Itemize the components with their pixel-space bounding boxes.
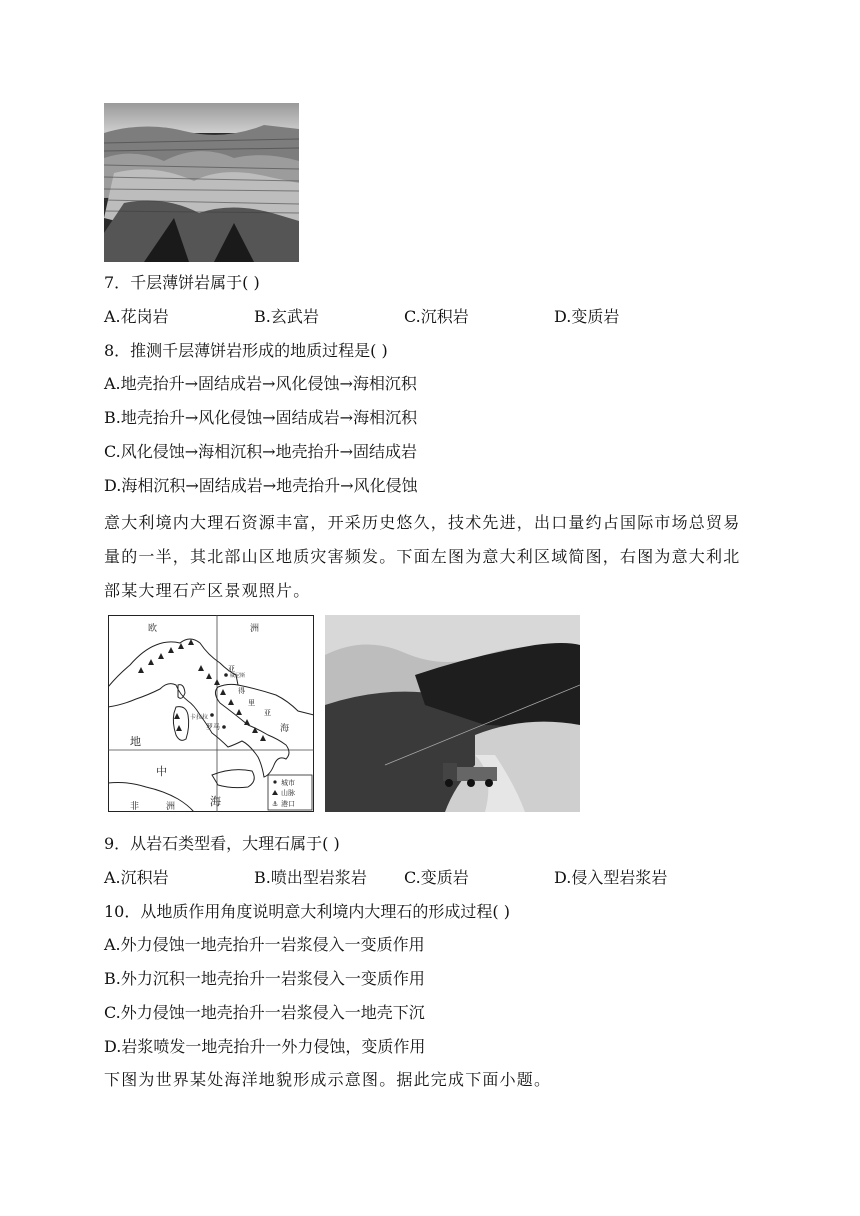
map-label-adriatic-4: 亚 (264, 709, 271, 717)
pancake-rocks-photo (104, 103, 299, 262)
question-9-option-b: B.喷出型岩浆岩 (254, 868, 367, 887)
map-label-mediterranean-1: 地 (130, 735, 141, 748)
question-10-stem: 10．从地质作用角度说明意大利境内大理石的形成过程( ) (104, 902, 510, 921)
map-label-europe: 欧 (148, 624, 158, 634)
question-8-option-c: C.风化侵蚀→海相沉积→地壳抬升→固结成岩 (104, 442, 417, 461)
question-7-stem: 7．千层薄饼岩属于( ) (104, 273, 260, 292)
italy-intro-line-1: 意大利境内大理石资源丰富，开采历史悠久，技术先进，出口量约占国际市场总贸易 (104, 513, 741, 532)
question-8-option-a: A.地壳抬升→固结成岩→风化侵蚀→海相沉积 (104, 374, 417, 393)
map-label-africa-2: 洲 (166, 802, 176, 812)
map-label-adriatic-3: 里 (248, 699, 255, 707)
question-9-option-d: D.侵入型岩浆岩 (554, 868, 668, 887)
italy-intro-line-3: 部某大理石产区景观照片。 (104, 581, 311, 600)
next-section-intro: 下图为世界某处海洋地貌形成示意图。据此完成下面小题。 (104, 1070, 552, 1089)
question-10-option-c: C.外力侵蚀一地壳抬升一岩浆侵入一地壳下沉 (104, 1003, 425, 1022)
question-10-option-d: D.岩浆喷发一地壳抬升一外力侵蚀，变质作用 (104, 1037, 426, 1056)
italy-intro-paragraph (104, 506, 754, 608)
map-label-mediterranean-3: 海 (210, 795, 221, 808)
map-label-venice: 威尼斯 (230, 673, 246, 679)
question-10-option-b: B.外力沉积一地壳抬升一岩浆侵入一变质作用 (104, 969, 425, 988)
map-label-continent: 洲 (250, 624, 260, 634)
question-8-option-d: D.海相沉积→固结成岩→地壳抬升→风化侵蚀 (104, 476, 418, 495)
map-label-rome: 罗马 (206, 723, 220, 731)
question-8-stem: 8．推测千层薄饼岩形成的地质过程是( ) (104, 341, 388, 360)
question-7-option-c: C.沉积岩 (404, 307, 469, 326)
question-7-option-d: D.变质岩 (554, 307, 620, 326)
question-8-option-b: B.地壳抬升→风化侵蚀→固结成岩→海相沉积 (104, 408, 418, 427)
legend-city-icon (273, 780, 276, 783)
italy-intro-line-2: 量的一半，其北部山区地质灾害频发。下面左图为意大利区域简图，右图为意大利北 (104, 547, 741, 566)
legend-mountain-label: 山脉 (281, 789, 295, 797)
marble-quarry-photo (325, 615, 580, 812)
marble-quarry-image (325, 615, 580, 812)
question-9-option-a: A.沉积岩 (104, 868, 169, 887)
italy-map (108, 615, 314, 812)
map-label-mediterranean-2: 中 (156, 765, 167, 778)
map-label-adriatic-2: 得 (238, 687, 245, 695)
legend-port-label: 港口 (281, 800, 295, 808)
question-9-option-c: C.变质岩 (404, 868, 469, 887)
map-label-carrara: 卡拉拉 (190, 714, 209, 721)
pancake-rocks-image (104, 103, 299, 262)
map-label-sea-east: 海 (280, 724, 290, 734)
question-10-option-a: A.外力侵蚀一地壳抬升一岩浆侵入一变质作用 (104, 935, 425, 954)
question-9-stem: 9．从岩石类型看，大理石属于( ) (104, 834, 340, 853)
question-7-option-b: B.玄武岩 (254, 307, 319, 326)
question-7-option-a: A.花岗岩 (104, 307, 169, 326)
map-label-africa-1: 非 (130, 802, 140, 812)
map-label-adriatic-1: 亚 (228, 665, 235, 673)
legend-city-label: 城市 (281, 779, 295, 787)
legend-port-icon: ⚓ (272, 800, 279, 808)
